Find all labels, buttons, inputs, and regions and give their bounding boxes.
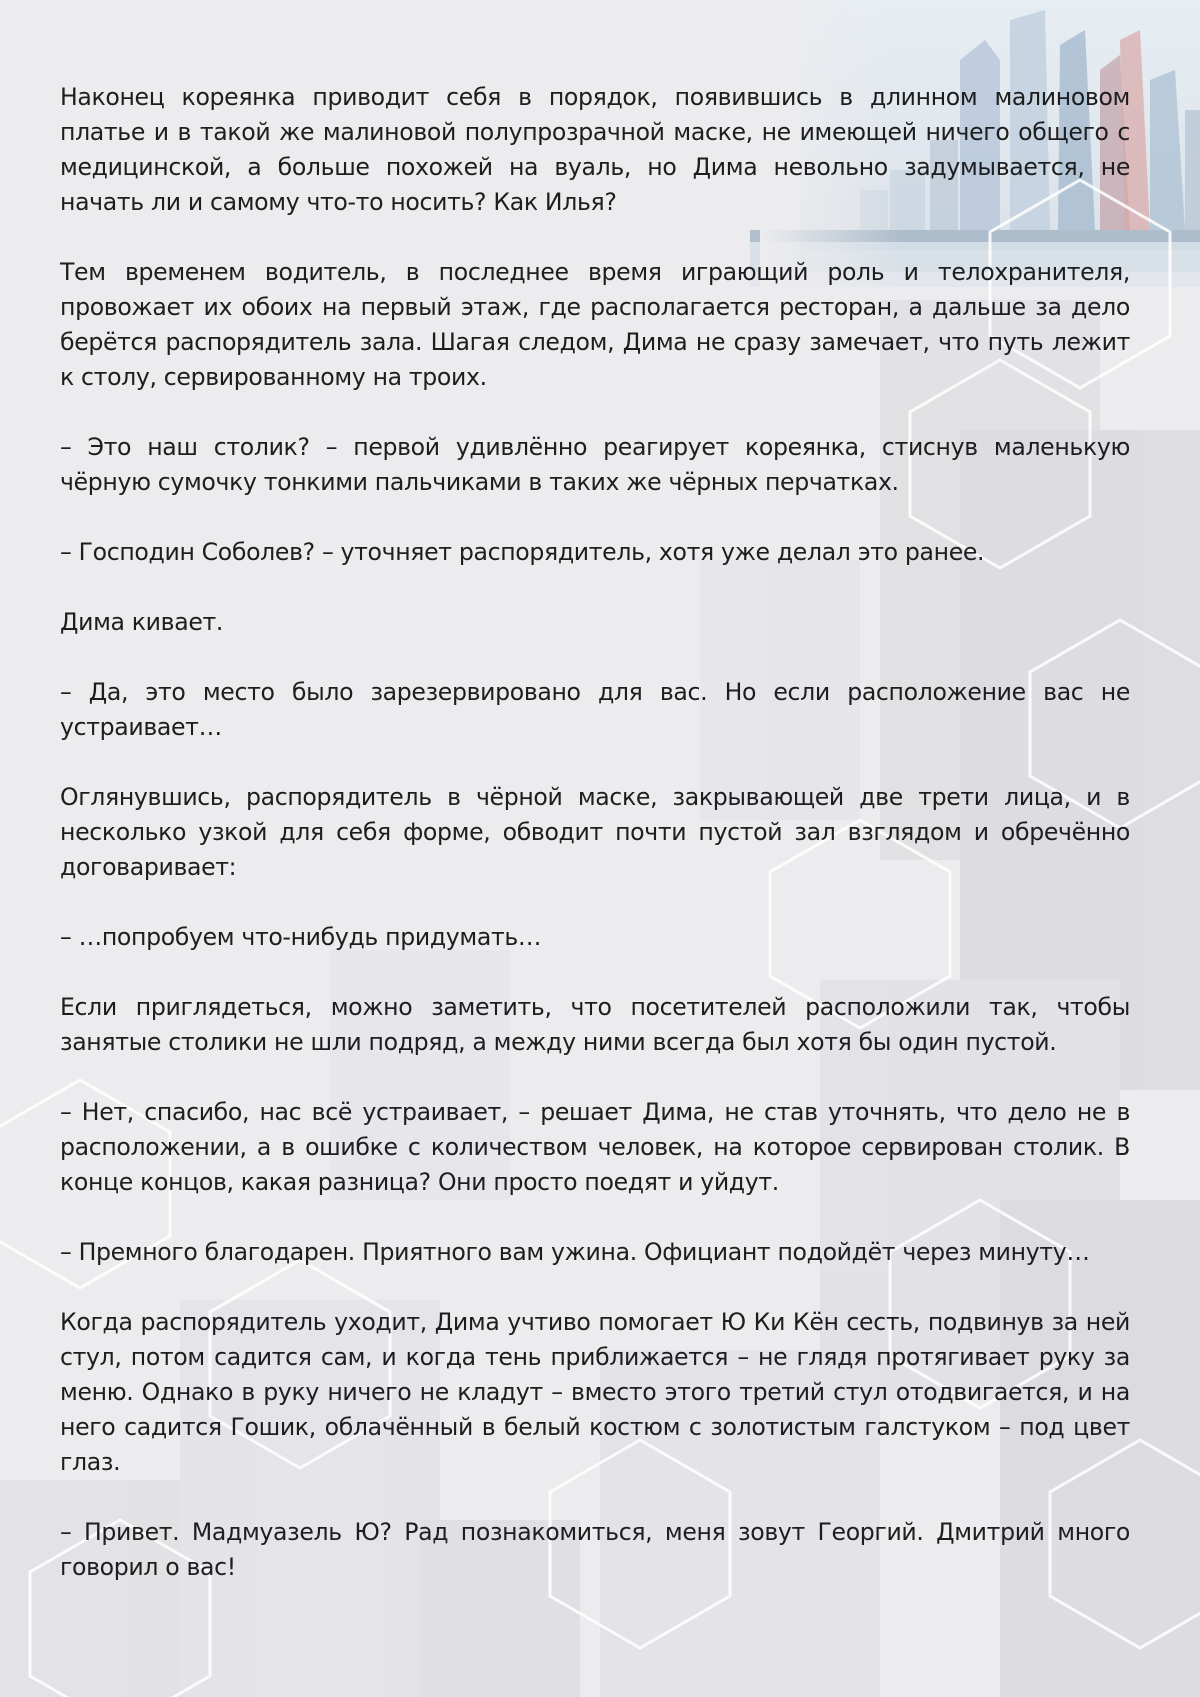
paragraph: – Это наш столик? – первой удивлённо реагирует кореянка, стиснув маленькую чёрную сумочку тонкими пальчиками в таких же чёрных перчатках. — [60, 433, 1130, 496]
paragraph: – Да, это место было зарезервировано для вас. Но если расположение вас не устраивает… — [60, 678, 1130, 741]
paragraph: – …попробуем что-нибудь придумать… — [60, 923, 542, 951]
paragraph: Когда распорядитель уходит, Дима учтиво помогает Ю Ки Кён сесть, подвинув за ней стул, потом садится сам, и когда тень приближается – не глядя протягивает руку за меню. Однако в руку ничего не кладут – вместо этого третий стул отодвигается, и на него садится Гошик, облачённый в белый костюм с золотистым галстуком – под цвет глаз. — [60, 1308, 1130, 1476]
paragraph: – Привет. Мадмуазель Ю? Рад познакомиться, меня зовут Георгий. Дмитрий много говорил о вас! — [60, 1518, 1130, 1581]
paragraph: – Нет, спасибо, нас всё устраивает, – решает Дима, не став уточнять, что дело не в расположении, а в ошибке с количеством человек, на которое сервирован столик. В конце концов, какая разница? Они просто поедят и уйдут. — [60, 1098, 1130, 1196]
document-body — [60, 80, 1130, 1620]
paragraph: – Премного благодарен. Приятного вам ужина. Официант подойдёт через минуту… — [60, 1238, 1090, 1266]
paragraph: Дима кивает. — [60, 608, 224, 636]
paragraph: Оглянувшись, распорядитель в чёрной маске, закрывающей две трети лица, и в несколько узкой для себя форме, обводит почти пустой зал взглядом и обречённо договаривает: — [60, 783, 1130, 881]
paragraph: Тем временем водитель, в последнее время играющий роль и телохранителя, провожает их обоих на первый этаж, где располагается ресторан, а дальше за дело берётся распорядитель зала. Шагая следом, Дима не сразу замечает, что путь лежит к столу, сервированному на троих. — [60, 258, 1130, 391]
paragraph: Наконец кореянка приводит себя в порядок, появившись в длинном малиновом платье и в такой же малиновой полупрозрачной маске, не имеющей ничего общего с медицинской, а больше похожей на вуаль, но Дима невольно задумывается, не начать ли и самому что-то носить? Как Илья? — [60, 83, 1130, 216]
paragraph: – Господин Соболев? – уточняет распорядитель, хотя уже делал это ранее. — [60, 538, 985, 566]
paragraph: Если приглядеться, можно заметить, что посетителей расположили так, чтобы занятые столики не шли подряд, а между ними всегда был хотя бы один пустой. — [60, 993, 1130, 1056]
